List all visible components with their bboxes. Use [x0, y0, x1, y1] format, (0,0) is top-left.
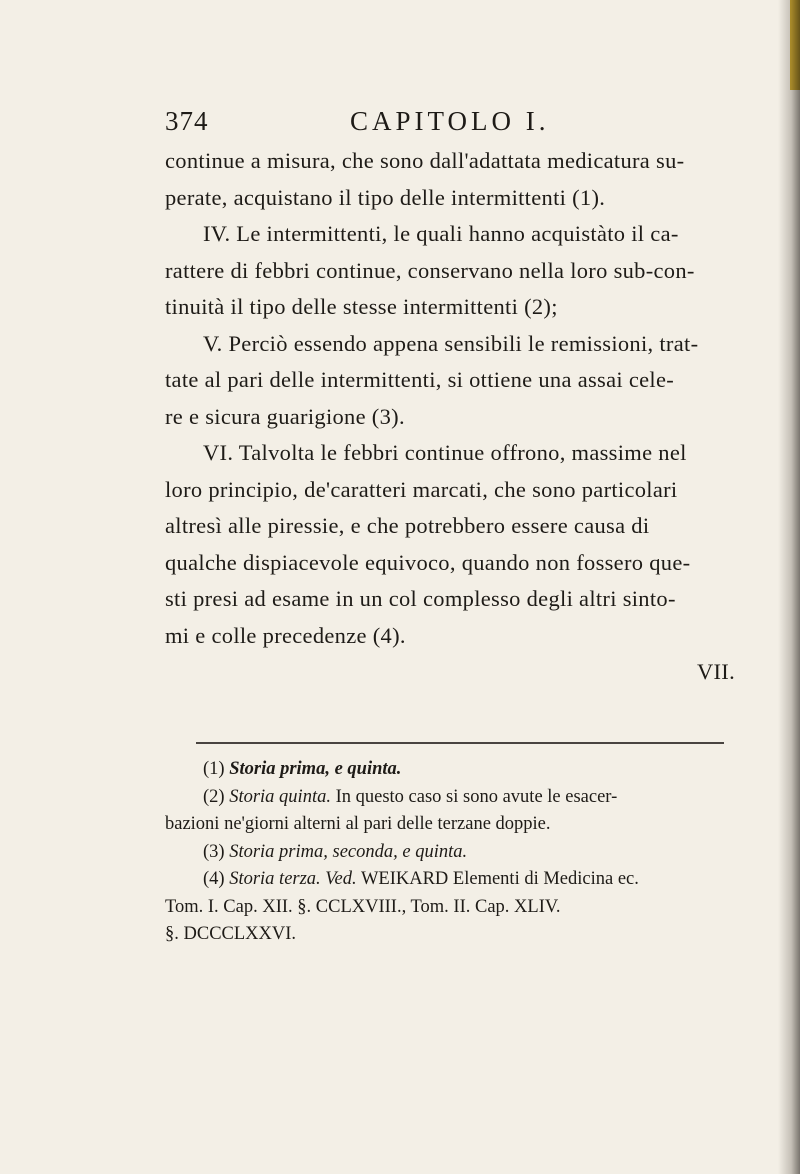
footnote-number: (3): [203, 841, 225, 862]
footnote-number: (4): [203, 869, 225, 889]
footnote-2-continued: bazioni ne'giorni alterni al pari delle terzane doppie.: [165, 814, 551, 834]
body-line: re e sicura guarigione (3).: [165, 403, 405, 429]
footnote-separator: [196, 742, 724, 744]
footnote-text: In questo caso si sono avute le esacer-: [335, 786, 618, 807]
page-edge-shadow: [778, 0, 800, 1174]
footnote-number: (2): [203, 786, 225, 807]
body-text: [165, 143, 765, 691]
body-line: qualche dispiacevole equivoco, quando non fossero que-: [165, 549, 691, 575]
paragraph-vi-start: VI. Talvolta le febbri continue offrono, massime nel: [203, 440, 687, 465]
footnote-4-continued: Tom. I. Cap. XII. §. CCLXVIII., Tom. II. Cap. XLIV.: [165, 896, 561, 917]
body-line: continue a misura, che sono dall'adattata medicatura su-: [165, 148, 685, 173]
footnote-source: Storia terza. Ved.: [229, 869, 357, 889]
body-line: altresì alle piressie, e che potrebbero essere causa di: [165, 513, 650, 538]
footnote-1: [165, 756, 765, 784]
footnote-2: [165, 784, 765, 812]
catchword: VII.: [696, 659, 735, 684]
footnote-text: WEIKARD Elementi di Medicina ec.: [360, 869, 639, 889]
body-line: rattere di febbri continue, conservano nella loro sub-con-: [165, 257, 695, 283]
body-line: tinuità il tipo delle stesse intermittenti (2);: [165, 294, 558, 319]
footnote-4-continued: §. DCCCLXXVI.: [165, 924, 297, 944]
footnote-text: Storia prima, seconda, e quinta.: [229, 841, 468, 862]
body-line: sti presi ad esame in un col complesso degli altri sinto-: [165, 586, 676, 611]
footnote-text: Storia prima, e quinta.: [229, 759, 402, 779]
footnote-4: [165, 866, 765, 894]
footnote-source: Storia quinta.: [229, 786, 331, 807]
body-line: perate, acquistano il tipo delle intermittenti (1).: [165, 184, 606, 210]
running-header: [165, 106, 725, 146]
footnote-number: (1): [203, 759, 225, 779]
body-line: mi e colle precedenze (4).: [165, 622, 406, 648]
footnotes: [165, 756, 765, 949]
paragraph-v-start: V. Perciò essendo appena sensibili le remissioni, trat-: [203, 330, 699, 356]
page-number: 374: [165, 106, 209, 136]
body-line: tate al pari delle intermittenti, si ottiene una assai cele-: [165, 367, 675, 392]
paragraph-iv-start: IV. Le intermittenti, le quali hanno acquistàto il ca-: [203, 221, 679, 246]
chapter-title: CAPITOLO I.: [350, 106, 550, 136]
footnote-3: [165, 839, 765, 867]
body-line: loro principio, de'caratteri marcati, che sono particolari: [165, 476, 678, 502]
